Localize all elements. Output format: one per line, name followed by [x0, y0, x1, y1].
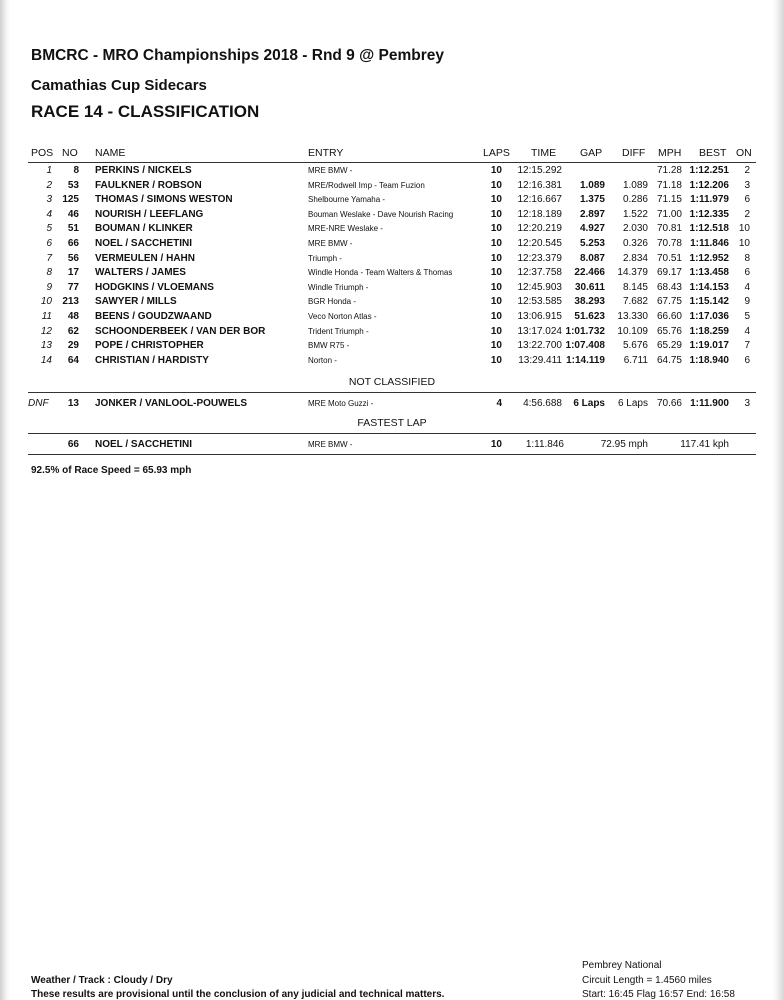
result-on: 5	[744, 311, 750, 322]
result-gap: 1:14.119	[566, 354, 605, 366]
result-mph: 70.78	[656, 238, 682, 249]
result-entry: Veco Norton Atlas -	[308, 312, 377, 321]
not-classified-rule	[28, 392, 756, 393]
result-on: 4	[744, 281, 750, 293]
result-gap: 4.927	[579, 223, 605, 235]
result-best: 1:19.017	[689, 340, 729, 352]
result-mph: 69.17	[656, 267, 682, 279]
not-classified-title: NOT CLASSIFIED	[348, 376, 436, 388]
result-pos: 13	[40, 340, 52, 352]
dnf-laps: 4	[496, 398, 502, 409]
result-entry: Triumph -	[308, 253, 342, 263]
result-entry: Windle Triumph -	[308, 282, 369, 292]
result-name: SCHOONDERBEEK / VAN DER BOR	[95, 325, 266, 337]
result-diff: 10.109	[617, 325, 648, 337]
result-diff: 0.286	[622, 194, 648, 206]
result-on: 9	[744, 296, 750, 308]
provisional-disclaimer: These results are provisional until the conclusion of any judicial and technical matters.	[31, 989, 445, 1000]
result-time: 13:22.700	[517, 340, 562, 352]
result-no: 17	[67, 267, 79, 279]
col-name: NAME	[95, 147, 126, 159]
result-laps: 10	[490, 223, 502, 235]
result-no: 29	[67, 340, 79, 352]
result-time: 12:45.903	[517, 281, 562, 293]
result-laps: 10	[490, 208, 502, 220]
result-mph: 65.76	[656, 325, 682, 337]
result-diff: 6.711	[623, 354, 648, 366]
result-gap: 22.466	[574, 267, 605, 279]
result-name: CHRISTIAN / HARDISTY	[95, 354, 209, 366]
result-mph: 71.18	[656, 179, 682, 191]
result-pos: 9	[46, 281, 52, 293]
result-on: 2	[744, 165, 750, 176]
weather-track: Weather / Track : Cloudy / Dry	[31, 975, 173, 986]
result-best: 1:12.952	[689, 252, 729, 264]
page-edge-left	[0, 0, 10, 1000]
class-name: Camathias Cup Sidecars	[31, 77, 207, 94]
result-gap: 5.253	[579, 238, 605, 249]
result-laps: 10	[490, 311, 502, 322]
result-mph: 71.28	[656, 165, 682, 176]
dnf-mph: 70.66	[656, 398, 682, 409]
fastest-laps: 10	[490, 439, 502, 450]
result-time: 12:37.758	[517, 267, 562, 279]
result-gap: 51.623	[574, 311, 605, 322]
result-on: 7	[744, 340, 750, 352]
result-time: 13:29.411	[518, 354, 562, 366]
result-name: THOMAS / SIMONS WESTON	[95, 194, 233, 206]
result-name: HODGKINS / VLOEMANS	[95, 281, 214, 293]
fastest-time: 1:11.846	[525, 439, 564, 450]
result-laps: 10	[490, 267, 502, 279]
race-title: RACE 14 - CLASSIFICATION	[31, 102, 260, 121]
header-rule	[28, 162, 756, 163]
fastest-kph: 117.41 kph	[680, 439, 729, 450]
col-time: TIME	[531, 147, 557, 159]
result-time: 12:20.219	[517, 223, 562, 235]
circuit-length: Circuit Length = 1.4560 miles	[582, 975, 712, 986]
result-gap: 1:07.408	[565, 340, 605, 352]
result-diff: 2.834	[622, 252, 648, 264]
result-entry: BMW R75 -	[308, 341, 350, 351]
result-pos: 12	[40, 325, 52, 337]
result-on: 4	[744, 325, 750, 337]
result-diff: 8.145	[622, 281, 648, 293]
result-laps: 10	[490, 238, 502, 249]
fastest-mph: 72.95 mph	[600, 439, 648, 450]
circuit-name: Pembrey National	[582, 960, 662, 971]
col-pos: POS	[31, 147, 54, 159]
result-entry: Norton -	[308, 355, 337, 365]
result-no: 51	[67, 223, 79, 235]
result-entry: Windle Honda - Team Walters & Thomas	[308, 268, 453, 278]
result-best: 1:13.458	[689, 267, 729, 279]
result-diff: 13.330	[617, 311, 648, 322]
result-mph: 71.00	[656, 208, 682, 220]
result-laps: 10	[490, 340, 502, 352]
result-laps: 10	[490, 296, 502, 308]
result-mph: 70.51	[656, 252, 682, 264]
result-pos: 10	[40, 296, 52, 308]
fastest-name: NOEL / SACCHETINI	[95, 439, 193, 450]
result-pos: 4	[46, 208, 52, 220]
result-name: VERMEULEN / HAHN	[95, 252, 196, 264]
result-on: 6	[744, 354, 750, 366]
result-best: 1:11.979	[690, 194, 729, 206]
result-mph: 68.43	[656, 281, 682, 293]
result-pos: 6	[46, 238, 52, 249]
result-diff: 7.682	[622, 296, 648, 308]
col-entry: ENTRY	[308, 147, 344, 159]
result-no: 8	[73, 165, 79, 176]
result-time: 12:15.292	[517, 165, 562, 176]
result-diff: 1.089	[622, 179, 648, 191]
dnf-pos: DNF	[28, 398, 49, 409]
col-best: BEST	[699, 147, 727, 159]
result-entry: Shelbourne Yamaha -	[308, 195, 386, 205]
dnf-no: 13	[67, 398, 79, 409]
result-entry: MRE BMW -	[308, 239, 353, 248]
result-name: WALTERS / JAMES	[95, 267, 186, 279]
result-time: 13:17.024	[517, 325, 562, 337]
result-diff: 0.326	[622, 238, 648, 249]
dnf-best: 1:11.900	[690, 398, 729, 409]
fastest-lap-rule	[28, 433, 756, 434]
result-laps: 10	[490, 281, 502, 293]
result-best: 1:11.846	[690, 238, 729, 249]
result-entry: MRE/Rodwell Imp - Team Fuzion	[308, 180, 425, 190]
result-name: PERKINS / NICKELS	[95, 165, 192, 176]
event-title: BMCRC - MRO Championships 2018 - Rnd 9 @ Pembrey	[31, 47, 445, 64]
result-pos: 14	[40, 354, 52, 366]
result-time: 12:16.381	[517, 179, 562, 191]
result-best: 1:18.940	[689, 354, 729, 366]
result-laps: 10	[490, 165, 502, 176]
result-no: 213	[62, 296, 79, 308]
col-on: ON	[736, 147, 752, 159]
result-pos: 8	[46, 267, 52, 279]
result-diff: 5.676	[622, 340, 648, 352]
result-name: FAULKNER / ROBSON	[95, 179, 202, 191]
result-on: 8	[744, 252, 750, 264]
result-pos: 2	[46, 179, 52, 191]
result-mph: 67.75	[656, 296, 682, 308]
result-gap: 38.293	[574, 296, 605, 308]
page-edge-right	[772, 0, 784, 1000]
result-best: 1:12.251	[689, 165, 729, 176]
result-time: 12:20.545	[517, 238, 562, 249]
session-times: Start: 16:45 Flag 16:57 End: 16:58	[582, 989, 735, 1000]
result-best: 1:12.518	[689, 223, 729, 235]
result-gap: 1.375	[579, 194, 605, 206]
result-entry: Bouman Weslake - Dave Nourish Racing	[308, 209, 454, 219]
result-on: 2	[744, 208, 750, 220]
result-pos: 3	[46, 194, 52, 206]
fastest-entry: MRE BMW -	[308, 440, 353, 449]
result-no: 46	[67, 208, 79, 220]
result-mph: 70.81	[656, 223, 682, 235]
result-time: 12:53.585	[517, 296, 562, 308]
result-no: 48	[67, 311, 79, 322]
result-diff: 2.030	[622, 223, 648, 235]
result-time: 12:18.189	[517, 208, 562, 220]
result-time: 13:06.915	[517, 311, 562, 322]
result-no: 125	[62, 194, 79, 206]
result-gap: 1:01.732	[565, 325, 605, 337]
result-pos: 7	[46, 252, 52, 264]
result-mph: 66.60	[656, 311, 682, 322]
result-laps: 10	[490, 179, 502, 191]
dnf-gap: 6 Laps	[573, 398, 605, 409]
result-name: SAWYER / MILLS	[95, 296, 177, 308]
result-best: 1:14.153	[689, 281, 729, 293]
result-best: 1:18.259	[689, 325, 729, 337]
col-laps: LAPS	[483, 147, 510, 159]
result-mph: 64.75	[656, 354, 682, 366]
result-on: 3	[744, 179, 750, 191]
result-name: NOURISH / LEEFLANG	[95, 208, 204, 220]
result-laps: 10	[490, 194, 502, 206]
result-gap: 1.089	[579, 179, 605, 191]
result-mph: 71.15	[656, 194, 682, 206]
result-time: 12:16.667	[517, 194, 562, 206]
dnf-name: JONKER / VANLOOL-POUWELS	[95, 398, 248, 409]
result-on: 6	[744, 194, 750, 206]
result-name: NOEL / SACCHETINI	[95, 238, 193, 249]
result-entry: BGR Honda -	[308, 297, 357, 307]
fastest-lap-bottom-rule	[28, 454, 756, 455]
result-no: 53	[67, 179, 79, 191]
result-pos: 5	[46, 223, 52, 235]
result-on: 6	[744, 267, 750, 279]
col-mph: MPH	[658, 147, 682, 159]
result-name: BEENS / GOUDZWAAND	[95, 311, 212, 322]
result-on: 10	[738, 238, 750, 249]
result-gap: 30.611	[574, 281, 605, 293]
result-laps: 10	[490, 252, 502, 264]
result-laps: 10	[490, 325, 502, 337]
result-diff: 14.379	[617, 267, 648, 279]
result-pos: 11	[41, 311, 52, 322]
col-gap: GAP	[580, 147, 603, 159]
fastest-lap-title: FASTEST LAP	[357, 417, 427, 429]
col-no: NO	[62, 147, 78, 159]
result-name: BOUMAN / KLINKER	[95, 223, 193, 235]
col-diff: DIFF	[622, 147, 646, 159]
result-no: 64	[67, 354, 79, 366]
dnf-diff: 6 Laps	[617, 398, 648, 409]
result-no: 77	[67, 281, 79, 293]
result-best: 1:12.335	[689, 208, 729, 220]
result-on: 10	[738, 223, 750, 235]
result-best: 1:12.206	[689, 179, 729, 191]
dnf-on: 3	[744, 398, 750, 409]
result-mph: 65.29	[656, 340, 682, 352]
result-name: POPE / CHRISTOPHER	[95, 340, 204, 352]
result-gap: 8.087	[579, 252, 605, 264]
result-entry: Trident Triumph -	[308, 326, 369, 336]
result-gap: 2.897	[579, 208, 605, 220]
result-laps: 10	[490, 354, 502, 366]
result-entry: MRE BMW -	[308, 166, 353, 175]
result-entry: MRE-NRE Weslake -	[308, 224, 383, 234]
result-best: 1:17.036	[689, 311, 729, 322]
result-pos: 1	[46, 165, 52, 176]
result-no: 56	[67, 252, 79, 264]
result-no: 62	[67, 325, 79, 337]
result-no: 66	[67, 238, 79, 249]
dnf-entry: MRE Moto Guzzi -	[308, 399, 374, 408]
fastest-no: 66	[67, 439, 79, 450]
dnf-time: 4:56.688	[523, 398, 562, 409]
result-diff: 1.522	[622, 208, 648, 220]
result-time: 12:23.379	[517, 252, 562, 264]
race-speed-note: 92.5% of Race Speed = 65.93 mph	[31, 465, 192, 476]
result-best: 1:15.142	[689, 296, 729, 308]
